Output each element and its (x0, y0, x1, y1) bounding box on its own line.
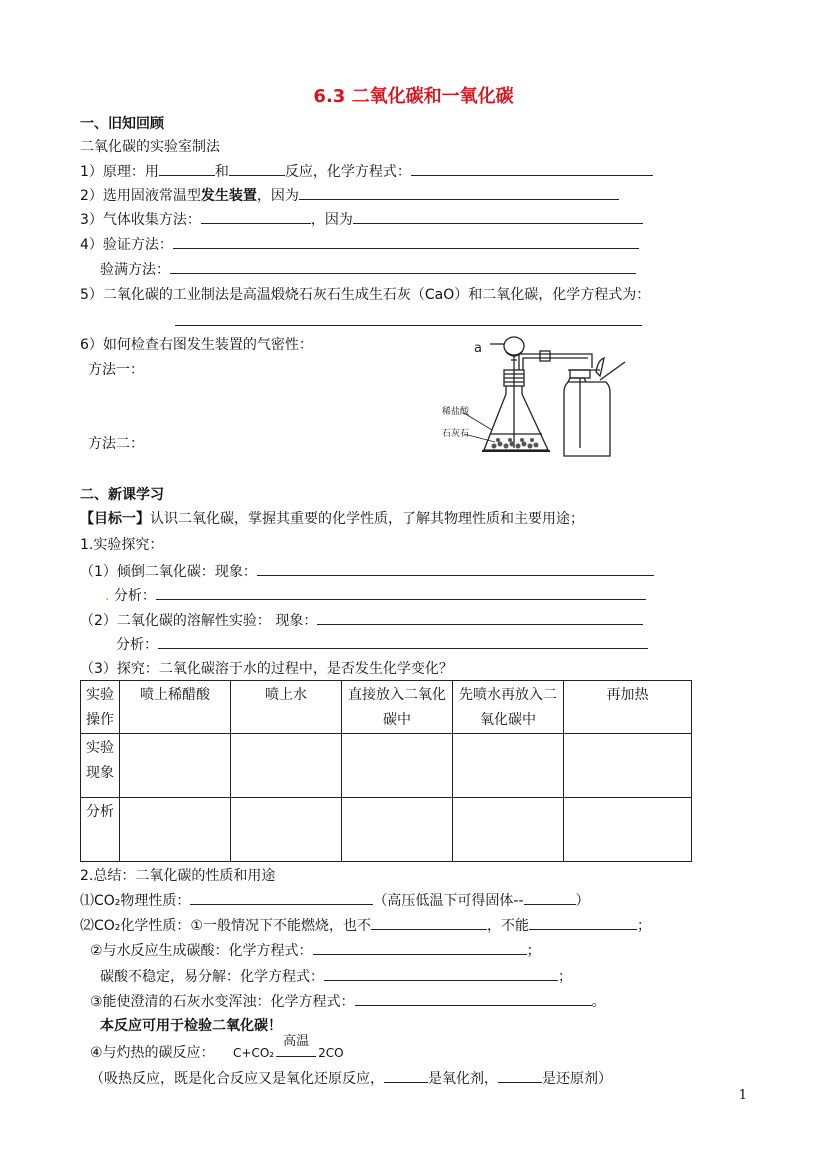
summary-note: 本反应可用于检验二氧化碳！ (100, 1018, 282, 1034)
experiment-3: （3）探究：二氧化碳溶于水的过程中，是否发生化学变化？ (80, 661, 453, 677)
summary-physical: ⑴CO₂物理性质： （高压低温下可得固体-- ） (80, 890, 590, 911)
question-2: 2）选用固液常温型发生装置，因为 (80, 185, 619, 206)
row-label-analysis: 分析 (81, 798, 120, 862)
question-5: 5）二氧化碳的工业制法是高温煅烧石灰石生成生石灰（CaO）和二氧化碳，化学方程式为： (80, 287, 651, 303)
column-header: 再加热 (564, 681, 692, 734)
experiment-1-analysis: . 分析： (105, 585, 646, 606)
figure-label-a: a (474, 341, 482, 356)
question-4-verify: 4）验证方法： (80, 234, 639, 255)
section-heading-new: 二、新课学习 (80, 487, 164, 503)
column-header: 先喷水再放入二氧化碳中 (453, 681, 564, 734)
column-header: 喷上水 (231, 681, 342, 734)
gas-generator-figure (440, 330, 660, 465)
page-number: 1 (738, 1088, 747, 1103)
summary-carbonic-acid: 碳酸不稳定，易分解：化学方程式： ； (100, 966, 572, 987)
section-subtitle: 二氧化碳的实验室制法 (80, 139, 220, 155)
row-label-operation: 实验操作 (81, 681, 120, 734)
goal-one: 【目标一】认识二氧化碳，掌握其重要的化学性质，了解其物理性质和主要用途； (80, 511, 584, 527)
summary-chemical-2: ②与水反应生成碳酸：化学方程式： ； (90, 940, 541, 961)
summary-chemical-4: ④与灼热的碳反应： C+CO₂ 高温 2CO (90, 1034, 344, 1061)
summary-chemical-3: ③能使澄清的石灰水变浑浊：化学方程式： 。 (90, 991, 606, 1012)
figure-label-limestone: 石灰石 (442, 429, 470, 439)
experiment-title: 1.实验探究： (80, 537, 164, 553)
method-two: 方法二： (88, 436, 144, 452)
question-3: 3）气体收集方法： ，因为 (80, 209, 643, 230)
figure-label-acid: 稀盐酸 (442, 407, 470, 417)
experiment-2-analysis: 分析： (116, 634, 648, 655)
method-one: 方法一： (88, 362, 144, 378)
experiment-table (80, 680, 692, 862)
page-title: 6.3 二氧化碳和一氧化碳 (313, 86, 514, 107)
answer-line-q5 (175, 324, 642, 326)
column-header: 喷上稀醋酸 (120, 681, 231, 734)
row-label-phenomenon: 实验现象 (81, 734, 120, 798)
section-heading-review: 一、旧知回顾 (80, 116, 164, 132)
experiment-2: （2）二氧化碳的溶解性实验： 现象： (80, 610, 643, 631)
experiment-1: （1）倾倒二氧化碳：现象： (80, 561, 654, 582)
summary-title: 2.总结：二氧化碳的性质和用途 (80, 868, 276, 884)
summary-chemical-1: ⑵CO₂化学性质：①一般情况下不能燃烧，也不 ，不能 ； (80, 915, 651, 936)
summary-reaction-type: （吸热反应，既是化合反应又是氧化还原反应， 是氧化剂， 是还原剂） (90, 1068, 612, 1089)
question-4-full: 验满方法： (100, 259, 636, 280)
column-header: 直接放入二氧化碳中 (342, 681, 453, 734)
question-1: 1）原理：用 和 反应，化学方程式： (80, 161, 653, 182)
question-6: 6）如何检查右图发生装置的气密性： (80, 337, 313, 353)
